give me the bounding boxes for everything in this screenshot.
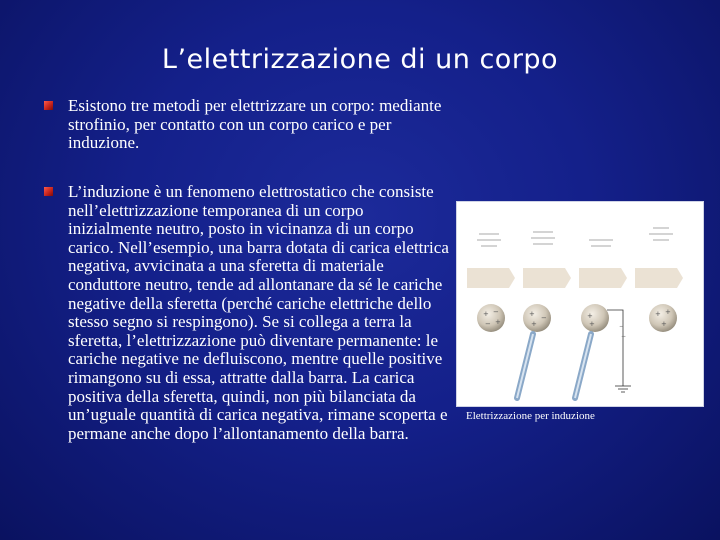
bullet-text: L’induzione è un fenomeno elettrostatico che consiste nell’elettrizzazione temporanea di un corpo inizialmente neutro, posto in vicinanza di un corpo carico. Nell’esempio, una barra dotata di carica elettrica negativa, avvicinata a una sferetta di materiale conduttore neutro, tende ad allontanare da sé le cariche negative della sferetta (perché cariche elettriche dello stesso segno si respingono). Se si collega a terra la sferetta, l’elettrizzazione può diventare permanente: le cariche negative ne defluiscono, mentre quelle positive rimangono su di essa, attratte dalla barra. La carica positiva della sferetta, quindi, non più bilanciata da un’uguale quantità di carica negativa, rimane scoperta e permane anche dopo l’allontanamento della barra.: [68, 182, 449, 443]
bullet-marker-icon: [44, 101, 53, 110]
svg-text:+: +: [531, 320, 537, 328]
svg-text:+: +: [529, 310, 535, 318]
svg-text:+: +: [483, 310, 489, 318]
figure-caption: Elettrizzazione per induzione: [466, 410, 595, 422]
svg-text:−: −: [541, 314, 547, 322]
bullet-item-induction: [44, 183, 449, 443]
bullet-text: Esistono tre metodi per elettrizzare un corpo: mediante strofinio, per contatto con un corpo carico e per induzione.: [68, 96, 442, 153]
induction-illustration: [456, 201, 704, 407]
svg-text:+: +: [665, 308, 671, 316]
svg-text:+: +: [661, 320, 667, 328]
svg-text:−: −: [619, 323, 625, 330]
svg-text:−: −: [621, 333, 627, 340]
induction-diagram-image: [457, 202, 703, 406]
svg-text:+: +: [589, 320, 595, 328]
svg-text:+: +: [495, 318, 501, 326]
bullet-marker-icon: [44, 187, 53, 196]
bullet-item-methods: [44, 97, 449, 153]
svg-text:−: −: [493, 308, 499, 316]
svg-text:+: +: [655, 310, 661, 318]
svg-text:−: −: [485, 320, 491, 328]
svg-text:+: +: [587, 312, 593, 320]
slide-title: L’elettrizzazione di un corpo: [161, 44, 559, 75]
